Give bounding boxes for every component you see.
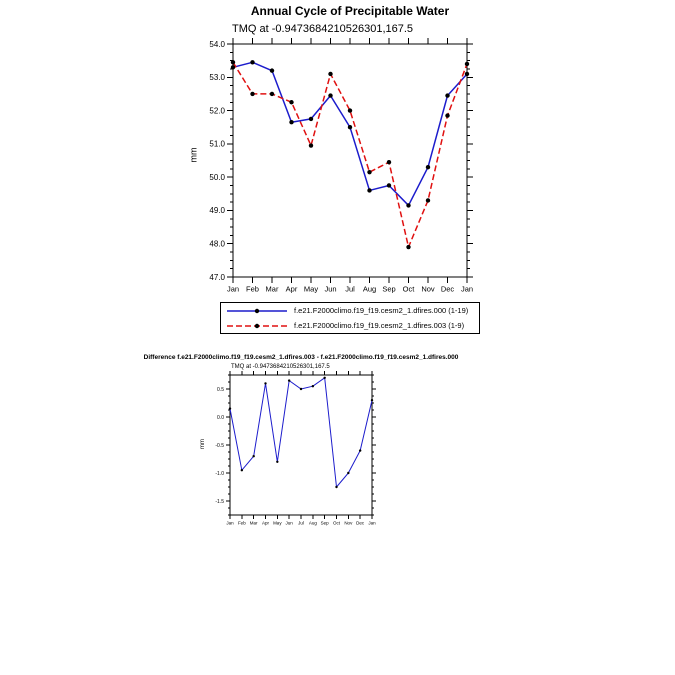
svg-text:-1.0: -1.0	[215, 470, 224, 477]
svg-text:May: May	[273, 520, 282, 526]
svg-text:Jun: Jun	[285, 520, 293, 526]
svg-text:0.0: 0.0	[217, 414, 224, 421]
svg-text:Jun: Jun	[324, 284, 337, 294]
svg-text:Jan: Jan	[226, 520, 234, 526]
svg-text:Mar: Mar	[249, 520, 258, 526]
svg-text:53.0: 53.0	[209, 73, 225, 83]
svg-text:48.0: 48.0	[209, 239, 225, 249]
svg-text:Jul: Jul	[298, 520, 304, 526]
legend-line-sample-dashed	[225, 319, 289, 333]
svg-text:Feb: Feb	[237, 520, 246, 526]
svg-text:Sep: Sep	[320, 520, 329, 526]
svg-text:Oct: Oct	[402, 284, 415, 294]
svg-text:Dec: Dec	[356, 520, 365, 526]
svg-text:54.0: 54.0	[209, 39, 225, 49]
svg-text:May: May	[303, 284, 319, 294]
legend-sample-marker	[255, 308, 259, 312]
svg-text:Apr: Apr	[285, 284, 298, 294]
difference-chart-subtitle: TMQ at -0.9473684210526301,167.5	[231, 364, 330, 370]
svg-text:Jul: Jul	[345, 284, 355, 294]
svg-text:-1.5: -1.5	[215, 498, 224, 505]
svg-text:Oct: Oct	[332, 520, 341, 526]
svg-text:-0.5: -0.5	[215, 442, 224, 449]
legend-box	[220, 302, 480, 334]
svg-text:Jan: Jan	[460, 284, 474, 294]
difference-line-chart	[215, 371, 376, 526]
svg-text:0.5: 0.5	[217, 386, 224, 393]
svg-text:52.0: 52.0	[209, 106, 225, 116]
svg-text:Mar: Mar	[265, 284, 279, 294]
main-chart-subtitle: TMQ at -0.9473684210526301,167.5	[232, 23, 414, 35]
svg-text:50.0: 50.0	[209, 172, 225, 182]
svg-text:49.0: 49.0	[209, 206, 225, 216]
svg-text:Nov: Nov	[344, 520, 353, 526]
legend-item-dfires-000	[221, 304, 479, 318]
svg-text:Jan: Jan	[368, 520, 376, 526]
svg-text:Aug: Aug	[362, 284, 377, 294]
svg-text:Sep: Sep	[382, 284, 396, 294]
svg-text:Dec: Dec	[440, 284, 455, 294]
svg-text:Nov: Nov	[421, 284, 435, 294]
svg-text:Aug: Aug	[308, 520, 317, 526]
difference-chart-title: Difference f.e21.F2000climo.f19_f19.cesm2_1.dfires.003 - f.e21.F2000climo.f19_f19.cesm2_1.dfires.000	[143, 354, 459, 361]
legend-item-dfires-003	[221, 319, 479, 333]
svg-text:47.0: 47.0	[209, 272, 225, 282]
svg-text:Apr: Apr	[261, 520, 270, 526]
main-chart-title: Annual Cycle of Precipitable Water	[250, 4, 450, 18]
main-chart-y-axis-label: mm	[188, 147, 199, 163]
svg-text:Jan: Jan	[226, 284, 240, 294]
legend-line-sample-solid	[225, 304, 289, 318]
difference-chart-y-axis-label: mm	[200, 439, 206, 449]
svg-text:Feb: Feb	[246, 284, 259, 294]
legend-label-dfires-000: f.e21.F2000climo.f19_f19.cesm2_1.dfires.000 (1-19)	[294, 306, 469, 315]
legend-sample-marker	[255, 323, 259, 327]
legend-label-dfires-003: f.e21.F2000climo.f19_f19.cesm2_1.dfires.003 (1-9)	[294, 321, 465, 330]
svg-text:51.0: 51.0	[209, 139, 225, 149]
annual-cycle-line-chart	[209, 38, 473, 294]
